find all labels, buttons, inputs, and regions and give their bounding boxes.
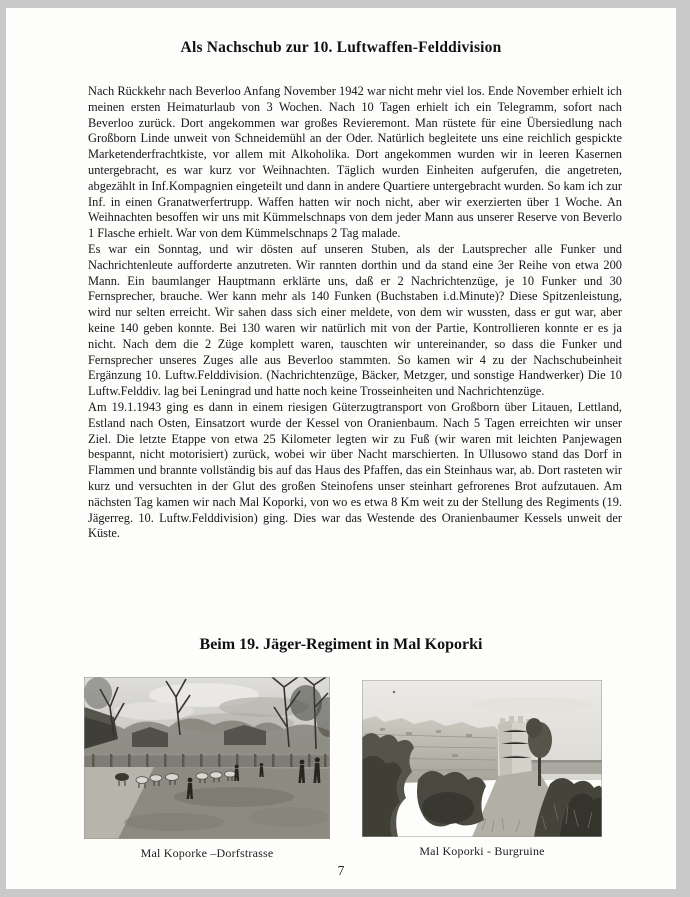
village-street-photo (84, 677, 330, 839)
article-title: Als Nachschub zur 10. Luftwaffen-Felddivision (180, 39, 502, 56)
body-text (88, 84, 622, 542)
figure-castle-ruin (362, 680, 602, 859)
paragraph-3: Am 19.1.1943 ging es dann in einem riesigen Güterzugtransport von Großborn über Litauen, Lettland, Estland nach Osten, Einsatzort wurde der Kessel von Oranienbaum. Nach 5 Tagen erreichten wir unser Ziel. Die letzte Etappe von etwa 25 Kilometer legten wir zu Fuß (wir waren mit leichten Panjewagen bespannt, nicht motorisiert) zurück, wobei wir über Nacht marschierten. In Ullusowo stand das Dorf in Flammen und brannte vollständig bis auf das Haus des Pfaffen, das ein Steinhaus war, ab. Dort rasteten wir kurz und versuchten in der Glut des großen Steinofens unser steinhart gefrorenes Brot aufzutauen. Am nächsten Tag kamen wir nach Mal Koporki, von wo es etwa 8 Km weit zu der Stellung des Regiments (19. Jägerreg. 10. Luftw.Felddivision) ging. Dies war das Westende des Oranienbaumer Kessels unweit der Küste. (88, 399, 622, 541)
paragraph-2: Es war ein Sonntag, und wir dösten auf unseren Stuben, als der Lautsprecher alle Funker und Nachrichtenleute aufforderte anzutreten. Wir rannten dorthin und da stand eine 3er Reihe von etwa 200 Mann. Ein baumlanger Hauptmann erklärte uns, daß er 2 Nachrichtenzüge, je 10 Funker und 30 Fernsprecher, brauche. Wer kann mehr als 140 Funken (Buchstaben i.d.Minute)? Diese Spitzenleistung, wird nur selten erreicht. Wir sahen dass sich einer meldete, von dem wir wussten, dass er gut war, aber keine 140 geben konnte. Bei 130 waren wir natürlich mit von der Partie, Kontrollieren konnte er es ja nicht. Nach dem die 2 Züge komplett waren, tauschten wir untereinander, so dass die Funker und Fernsprecher unseres Zuges alle aus Beverloo stammten. So kamen wir 4 zu der Nachschubeinheit Ergänzung 10. Luftw.Felddivision. (Nachrichtenzüge, Bäcker, Metzger, und sonstige Handwerker) Die 10 Luftw.Felddiv. lag bei Leningrad und hatte noch keine Trosseinheiten und Nachrichtenzüge. (88, 241, 622, 399)
castle-ruin-photo (362, 680, 602, 837)
section-heading: Beim 19. Jäger-Regiment in Mal Koporki (199, 636, 483, 653)
photo-caption-right: Mal Koporki - Burgruine (419, 844, 545, 858)
document-page (6, 8, 676, 889)
paragraph-1: Nach Rückkehr nach Beverloo Anfang November 1942 war nicht mehr viel los. Ende November erhielt ich meinen ersten Heimaturlaub von 3 Wochen. Nach 10 Tagen erhielt ich ein Telegramm, sofort nach Beverloo zurück. Dort angekommen war großes Revieremont. Man rüstete für eine Übersiedlung nach Großborn Linde unweit von Schneidemühl an der Oder. Natürlich begleitete uns eine reichlich gespickte Marketenderfrachtkiste, vor allem mit Alkoholika. Dort angekommen wurden wir in leeren Kasernen untergebracht, es war kurz vor Weihnachten. Täglich wurden Einheiten aufgerufen, die angetreten, abgezählt in Inf.Kompagnien eingeteilt und dann in andere Quartiere untergebracht wurden. So kam ich zur Inf. in einen Granatwerfertrupp. Waffen hatten wir noch nicht, aber wir exerzierten über 1 Woche. An Weihnachten besoffen wir uns mit Kümmelschnaps von dem jeder Mann aus unserer Reserve von Beverlo 1 Flasche erhielt. War von dem Kümmelschnaps 2 Tag malade. (88, 84, 622, 241)
page-number: 7 (337, 863, 345, 878)
photo-caption-left: Mal Koporke –Dorfstrasse (140, 846, 274, 860)
figure-village-street (84, 677, 330, 861)
